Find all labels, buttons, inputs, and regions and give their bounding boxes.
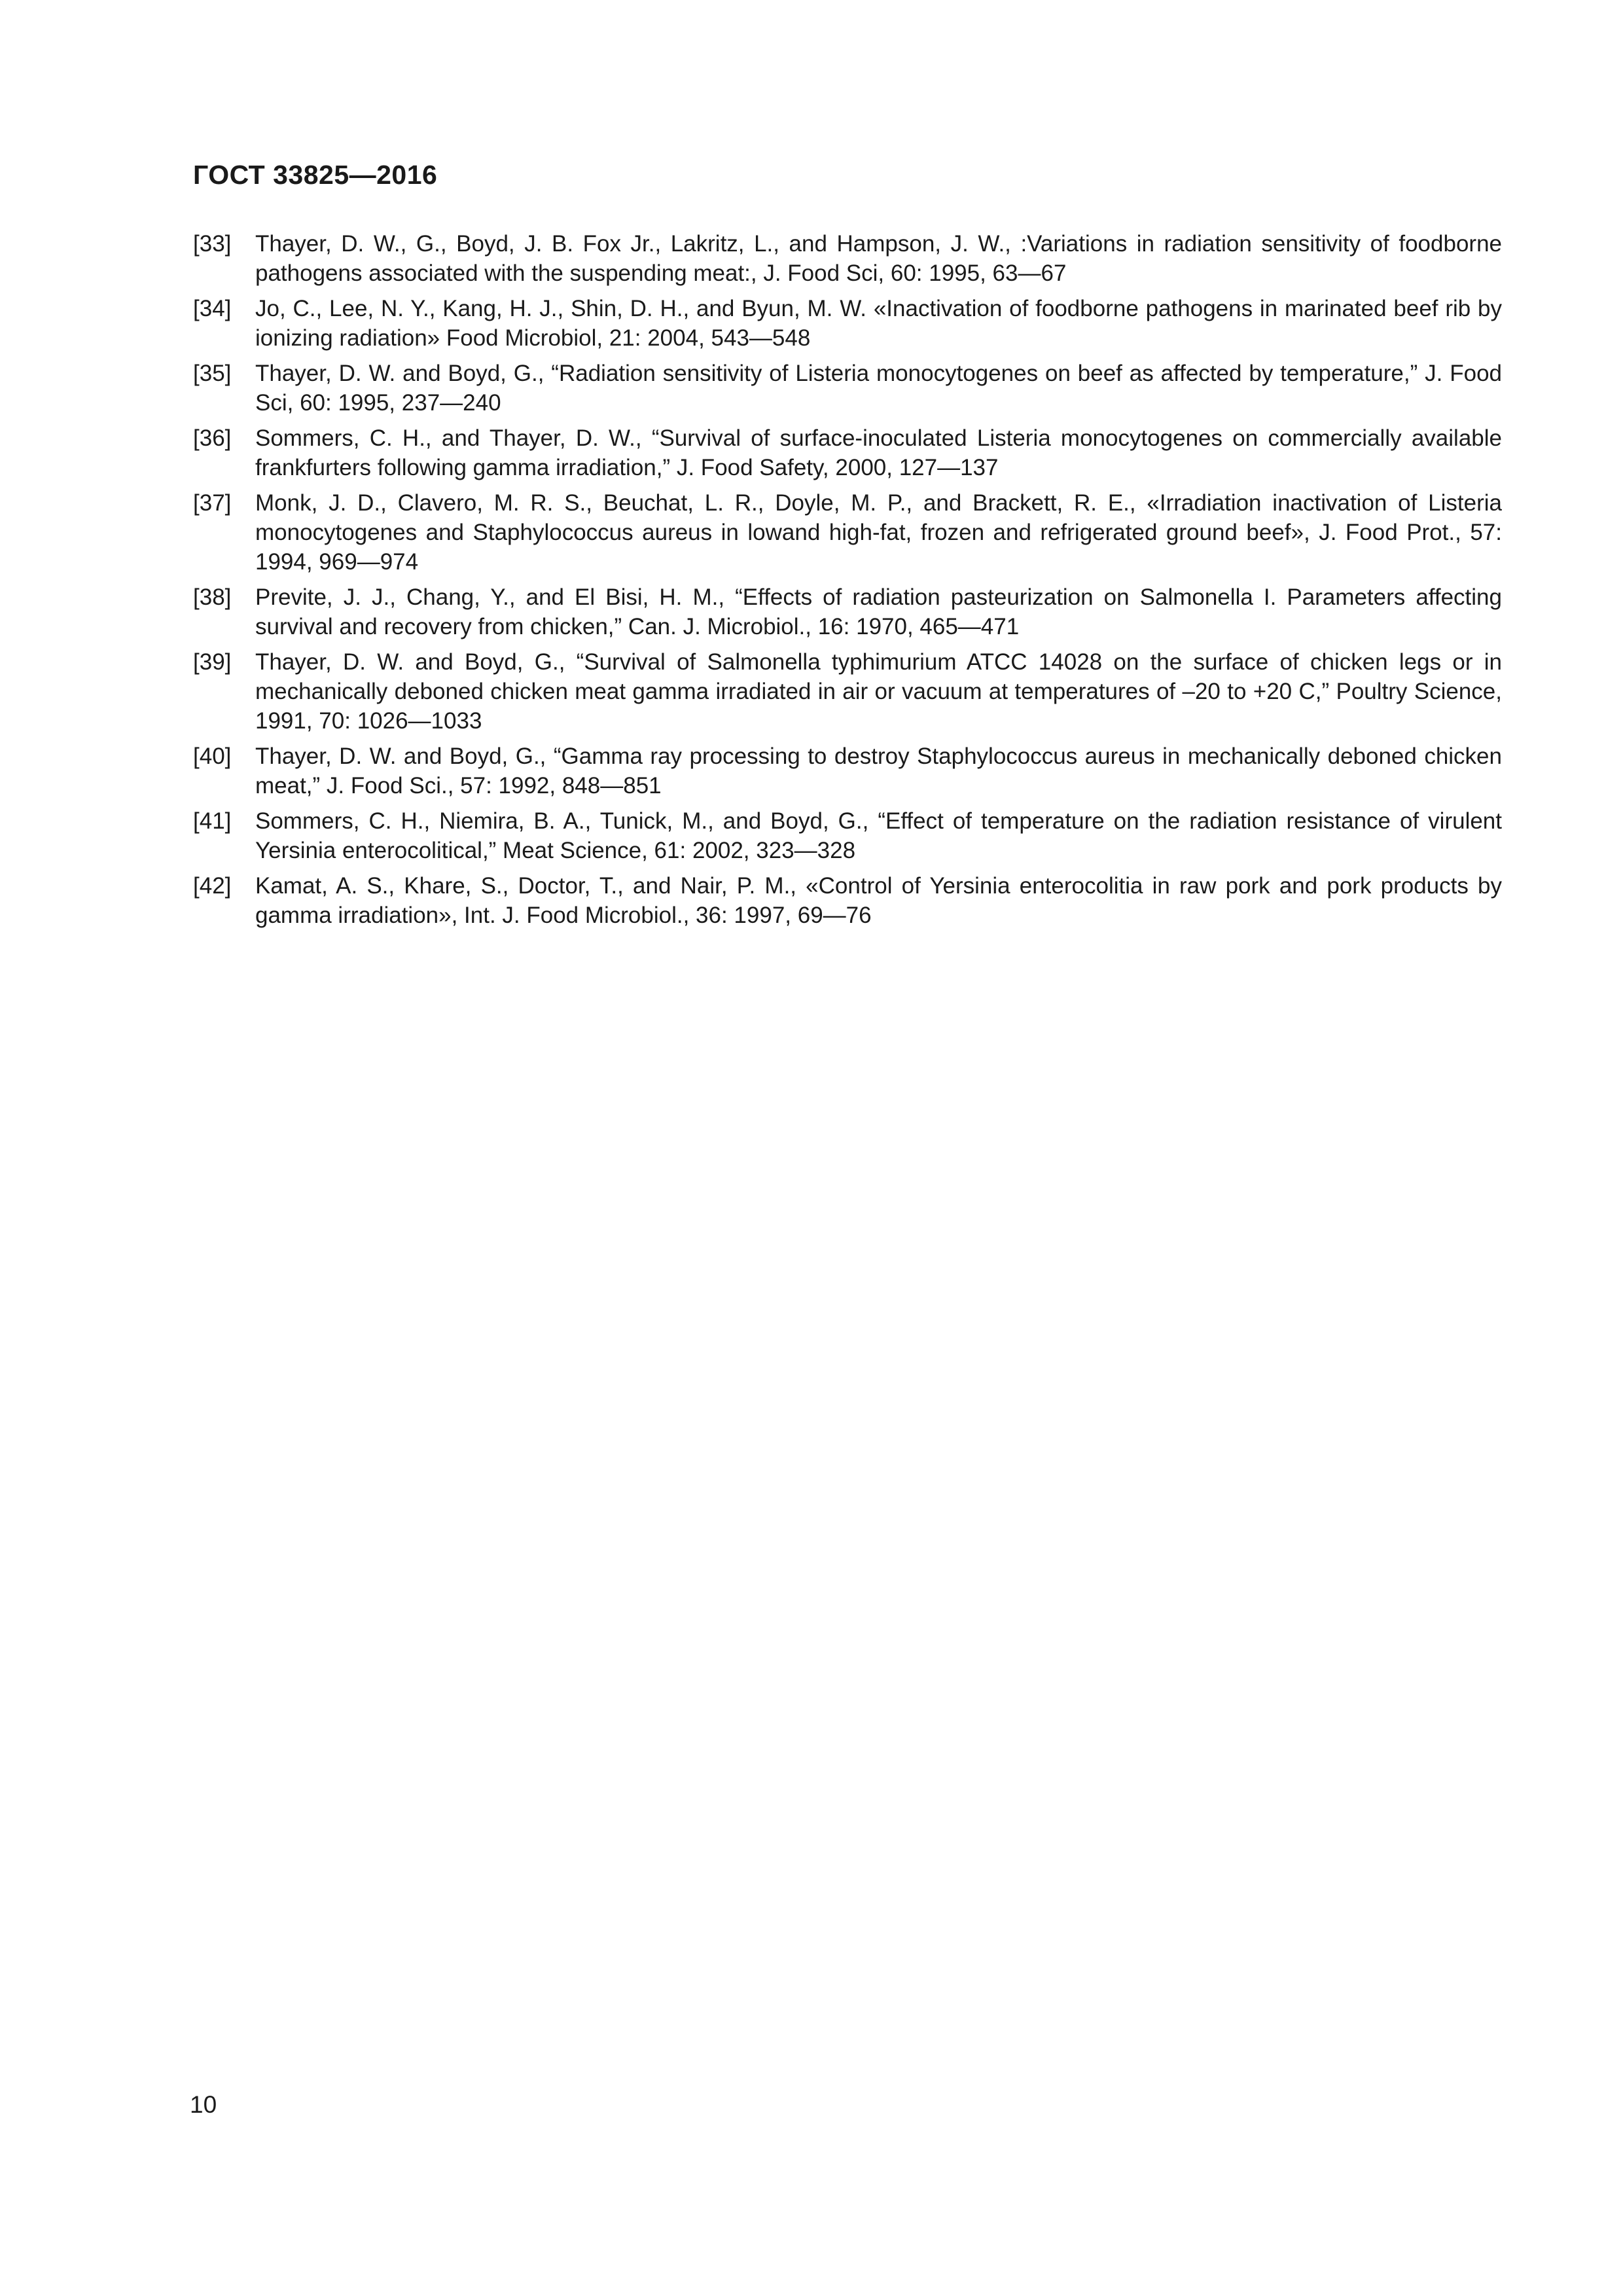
reference-number: [35]	[193, 361, 232, 386]
reference-item	[193, 294, 1502, 353]
reference-number: [38]	[193, 584, 232, 610]
page-number: 10	[190, 2091, 217, 2118]
reference-item	[193, 359, 1502, 418]
standard-header: ГОСТ 33825—2016	[193, 160, 438, 190]
reference-text: Jo, C., Lee, N. Y., Kang, H. J., Shin, D. H., and Byun, M. W. «Inactivation of foodborne pathogens in marinated beef rib by ionizing radiation» Food Microbiol, 21: 2004, 543—548	[255, 296, 1502, 351]
reference-item	[193, 229, 1502, 288]
reference-number: [40]	[193, 744, 232, 769]
reference-item	[193, 806, 1502, 865]
reference-text: Thayer, D. W. and Boyd, G., “Radiation sensitivity of Listeria monocytogenes on beef as affected by temperature,” J. Food Sci, 60: 1995, 237—240	[255, 361, 1502, 416]
reference-item	[193, 583, 1502, 641]
reference-text: Sommers, C. H., Niemira, B. A., Tunick, M., and Boyd, G., “Effect of temperature on the radiation resistance of virulent Yersinia enterocolitical,” Meat Science, 61: 2002, 323—328	[255, 808, 1502, 863]
reference-text: Monk, J. D., Clavero, M. R. S., Beuchat, L. R., Doyle, M. P., and Brackett, R. E., «Irradiation inactivation of Listeria monocytogenes and Staphylococcus aureus in lowand high-fat, frozen and refrigerated ground beef», J. Food Prot., 57: 1994, 969—974	[255, 490, 1502, 575]
reference-number: [39]	[193, 649, 232, 675]
reference-number: [42]	[193, 873, 232, 899]
reference-list	[193, 229, 1502, 936]
reference-number: [36]	[193, 425, 232, 451]
reference-number: [41]	[193, 808, 232, 834]
reference-item	[193, 871, 1502, 930]
reference-item	[193, 488, 1502, 577]
reference-text: Sommers, C. H., and Thayer, D. W., “Survival of surface-inoculated Listeria monocytogenes on commercially available frankfurters following gamma irradiation,” J. Food Safety, 2000, 127—137	[255, 425, 1502, 480]
reference-item	[193, 423, 1502, 482]
reference-number: [37]	[193, 490, 232, 516]
reference-text: Thayer, D. W. and Boyd, G., “Gamma ray processing to destroy Staphylococcus aureus in mechanically deboned chicken meat,” J. Food Sci., 57: 1992, 848—851	[255, 744, 1502, 798]
reference-text: Kamat, A. S., Khare, S., Doctor, T., and Nair, P. M., «Control of Yersinia enterocolitia in raw pork and pork products by gamma irradiation», Int. J. Food Microbiol., 36: 1997, 69—76	[255, 873, 1502, 928]
reference-text: Thayer, D. W. and Boyd, G., “Survival of Salmonella typhimurium ATCC 14028 on the surface of chicken legs or in mechanically deboned chicken meat gamma irradiated in air or vacuum at temperatures of –20 to +20 C,” Poultry Science, 1991, 70: 1026—1033	[255, 649, 1502, 734]
reference-number: [34]	[193, 296, 232, 321]
reference-item	[193, 647, 1502, 736]
reference-text: Previte, J. J., Chang, Y., and El Bisi, H. M., “Effects of radiation pasteurization on Salmonella I. Parameters affecting survival and recovery from chicken,” Can. J. Microbiol., 16: 1970, 465—471	[255, 584, 1502, 639]
reference-number: [33]	[193, 231, 232, 257]
reference-item	[193, 742, 1502, 800]
reference-text: Thayer, D. W., G., Boyd, J. B. Fox Jr., Lakritz, L., and Hampson, J. W., :Variations in radiation sensitivity of foodborne pathogens associated with the suspending meat:, J. Food Sci, 60: 1995, 63—67	[255, 231, 1502, 286]
